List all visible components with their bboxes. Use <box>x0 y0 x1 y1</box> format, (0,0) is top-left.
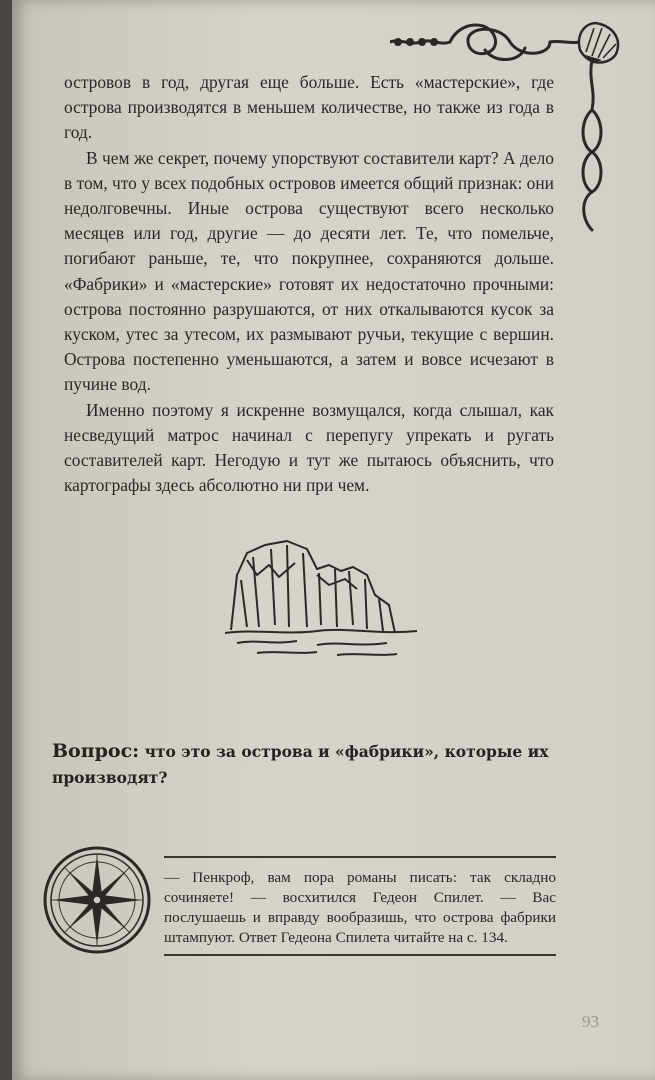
paragraph-3: Именно поэтому я искренне возмущался, когда слышал, как несведущий матрос начинал с перепугу упрекать и ругать составителей карт. Негодую и тут же пытаюсь объяснить, что картографы здесь абсолютно ни при чем. <box>64 399 554 496</box>
scallop-shell-icon <box>579 23 618 64</box>
page-number: 93 <box>582 1012 599 1031</box>
paragraph-1: островов в год, другая еще больше. Есть «мастерские», где острова производятся в меньшем количестве, но также из года в год. <box>64 72 554 143</box>
island-rock-illustration <box>217 535 432 665</box>
answer-bottom-rule <box>164 954 556 956</box>
question-label: Вопрос: <box>52 740 140 762</box>
question-block <box>52 738 572 791</box>
book-page <box>12 0 655 1080</box>
main-text <box>64 70 554 498</box>
answer-text: — Пенкроф, вам пора романы писать: так складно сочиняете! — восхитился Гедеон Спилет. — Вас послушаешь и вправду вообразишь, что острова фабрики штампуют. Ответ Гедеона Спилета читайте на с. 134. <box>164 869 556 946</box>
question-text: что это за острова и «фабрики», которые их производят? <box>52 742 549 787</box>
paragraph-2: В чем же секрет, почему упорствуют составители карт? А дело в том, что у всех подобных островов имеется общий признак: они недолговечны. Иные острова существуют всего несколько месяцев или год, другие — до десяти лет. Те, что помельче, погибают раньше, те, что покрупнее, сохраняются дольше. «Фабрики» и «мастерские» готовят их недостаточно прочными: острова постоянно разрушаются, от них откалываются кусок за куском, утес за утесом, их размывают ручьи, текущие с вершин. Острова постепенно уменьшаются, а затем и вовсе исчезают в пучине вод. <box>64 147 554 395</box>
answer-top-rule <box>164 856 556 858</box>
compass-rose-icon <box>42 845 152 955</box>
